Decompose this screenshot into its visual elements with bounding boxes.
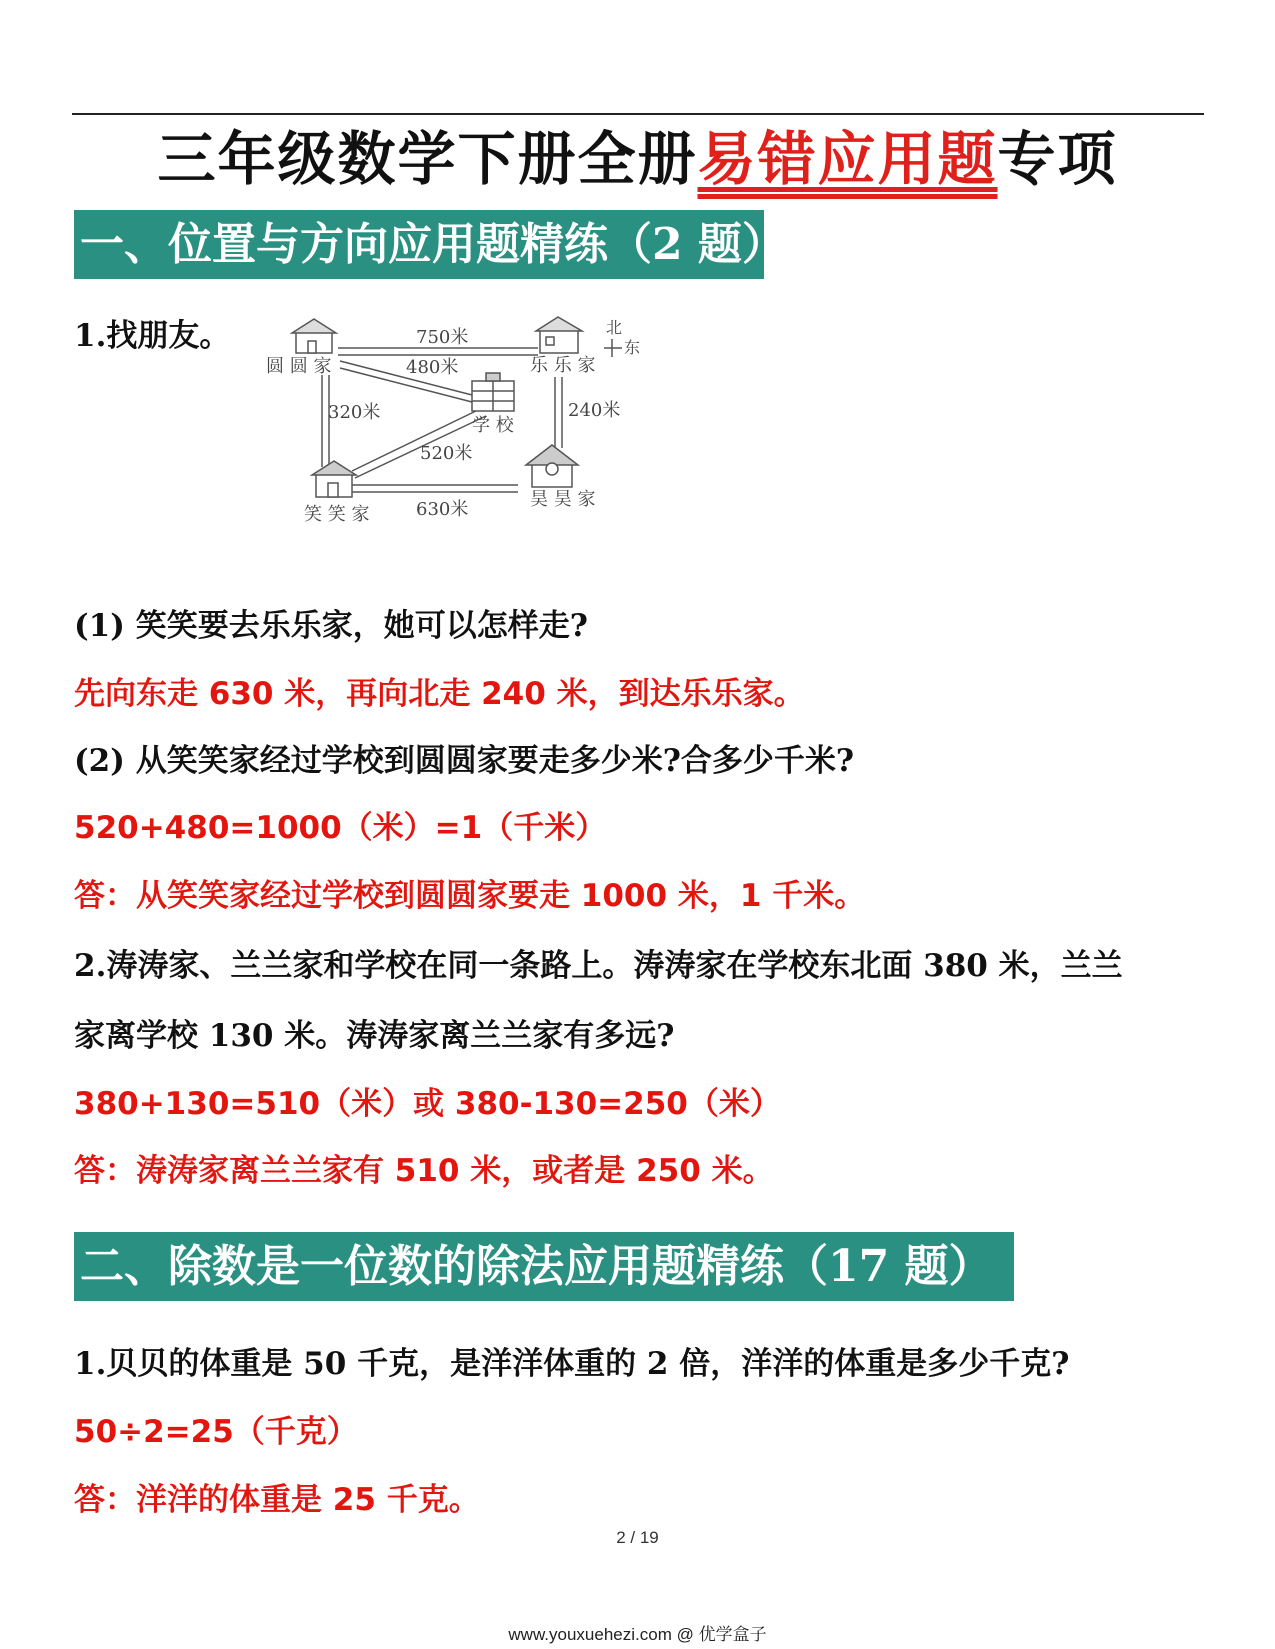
lele-house-icon bbox=[536, 317, 582, 353]
distance-630: 630米 bbox=[416, 499, 469, 520]
answer-2: 答：涛涛家离兰兰家有 510 米，或者是 250 米。 bbox=[74, 1153, 774, 1189]
yuanyuan-label: 圆 圆 家 bbox=[266, 356, 332, 377]
xiaoxiao-label: 笑 笑 家 bbox=[304, 504, 370, 525]
calc-1-part-2: 520+480=1000（米）=1（千米） bbox=[74, 810, 607, 846]
title-suffix: 专项 bbox=[997, 125, 1118, 193]
page-title bbox=[0, 112, 1275, 196]
section-heading-1: 一、位置与方向应用题精练（2 题） bbox=[74, 210, 764, 279]
calc-2: 380+130=510（米）或 380-130=250（米） bbox=[74, 1086, 781, 1122]
lele-label: 乐 乐 家 bbox=[530, 355, 596, 376]
title-prefix: 三年级数学下册全册 bbox=[157, 125, 698, 193]
section-heading-2: 二、除数是一位数的除法应用题精练（17 题） bbox=[74, 1232, 1014, 1301]
haohao-label: 昊 昊 家 bbox=[530, 489, 596, 510]
question-1-part-1: (1) 笑笑要去乐乐家，她可以怎样走? bbox=[74, 608, 588, 644]
question-2-line-1: 2.涛涛家、兰兰家和学校在同一条路上。涛涛家在学校东北面 380 米，兰兰 bbox=[74, 948, 1123, 984]
question-3: 1.贝贝的体重是 50 千克，是洋洋体重的 2 倍，洋洋的体重是多少千克? bbox=[74, 1346, 1070, 1382]
footer-watermark: www.youxuehezi.com @ 优学盒子 bbox=[508, 1625, 767, 1644]
distance-240: 240米 bbox=[568, 400, 621, 421]
question-1-part-2: (2) 从笑笑家经过学校到圆圆家要走多少米?合多少千米? bbox=[74, 743, 855, 779]
compass-north-label: 北 bbox=[606, 318, 623, 337]
answer-3: 答：洋洋的体重是 25 千克。 bbox=[74, 1482, 480, 1518]
page-number: 2 / 19 bbox=[616, 1528, 659, 1547]
xiaoxiao-house-icon bbox=[312, 461, 356, 497]
distance-320: 320米 bbox=[328, 402, 381, 423]
location-map bbox=[260, 305, 660, 540]
calc-3: 50÷2=25（千克） bbox=[74, 1414, 358, 1450]
distance-520: 520米 bbox=[420, 443, 473, 464]
answer-1-part-2: 答：从笑笑家经过学校到圆圆家要走 1000 米，1 千米。 bbox=[74, 878, 866, 914]
question-1: 1.找朋友。 bbox=[74, 318, 231, 354]
haohao-house-icon bbox=[526, 445, 578, 487]
compass-east-label: 东 bbox=[624, 338, 641, 357]
question-2-line-2: 家离学校 130 米。涛涛家离兰兰家有多远? bbox=[74, 1018, 675, 1054]
distance-750: 750米 bbox=[416, 327, 469, 348]
title-highlight: 易错应用题 bbox=[697, 125, 998, 193]
answer-1-part-1: 先向东走 630 米，再向北走 240 米，到达乐乐家。 bbox=[74, 676, 805, 712]
school-building-icon bbox=[472, 373, 514, 411]
distance-480: 480米 bbox=[406, 357, 459, 378]
compass-icon bbox=[604, 339, 622, 357]
school-label: 学 校 bbox=[472, 415, 514, 436]
yuanyuan-house-icon bbox=[292, 319, 336, 353]
